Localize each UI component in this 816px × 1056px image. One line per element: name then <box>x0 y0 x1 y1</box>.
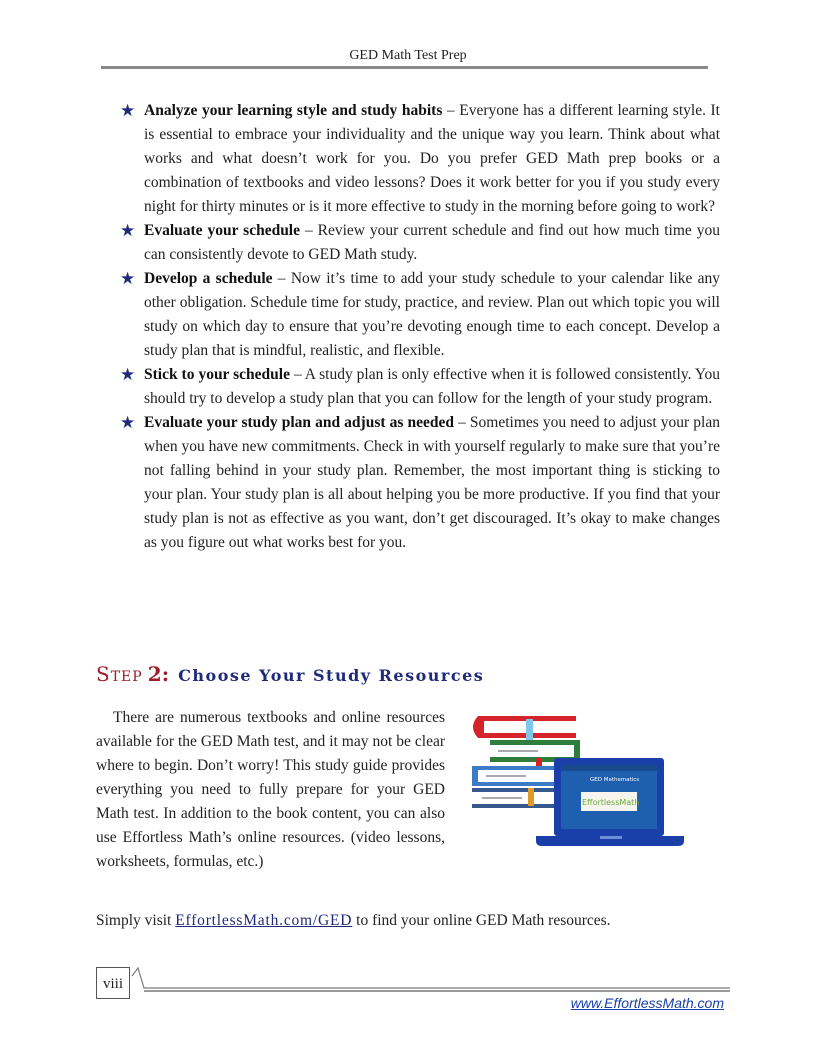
bullet-lead: Evaluate your schedule <box>144 222 300 239</box>
bullet-text: – Sometimes you need to adjust your plan when you have new commitments. Check in with yourself regularly to make sure that you’re not falling behind in your study plan. Remember, the most important thing is sticking to your plan. Your study plan is all about helping you be more productive. If you find that your study plan is not as effective as you want, don’t get discouraged. It’s okay to make changes as you figure out what works best for you. <box>144 414 720 551</box>
list-item <box>120 267 720 363</box>
visit-prefix: Simply visit <box>96 912 176 929</box>
star-icon: ★ <box>120 365 136 385</box>
step-number: 2: <box>147 662 170 686</box>
bullet-text: – Now it’s time to add your study schedule to your calendar like any other obligation. Schedule time for study, practice, and review. Plan out which topic you will study on which day to ensure that you’re devoting enough time to each concept. Develop a study plan that is mindful, realistic, and flexible. <box>144 270 721 359</box>
bullet-lead: Develop a schedule <box>144 270 273 287</box>
study-tips-list <box>120 99 720 555</box>
books-laptop-illustration <box>468 708 686 852</box>
step-word: Step <box>96 662 143 686</box>
star-icon: ★ <box>120 269 136 289</box>
intro-paragraph: There are numerous textbooks and online resources available for the GED Math test, and it may not be clear where to begin. Don’t worry! This study guide provides everything you need to fully prepare for your GED Math test. In addition to the book content, you can also use Effortless Math’s online resources. (video lessons, worksheets, formulas, etc.) <box>96 709 445 870</box>
star-icon: ★ <box>120 101 136 121</box>
footer-url-link[interactable]: www.EffortlessMath.com <box>570 995 724 1011</box>
list-item <box>120 411 720 555</box>
list-item <box>120 363 720 411</box>
visit-suffix: to find your online GED Math resources. <box>352 912 611 929</box>
star-icon: ★ <box>120 413 136 433</box>
screen-heading: GED Mathematics <box>590 777 640 783</box>
list-item <box>120 219 720 267</box>
list-item <box>120 99 720 219</box>
step-title: Choose Your Study Resources <box>178 666 485 685</box>
bullet-lead: Evaluate your study plan and adjust as needed <box>144 414 454 431</box>
header-rule <box>101 66 708 69</box>
page-header-title: GED Math Test Prep <box>349 48 467 63</box>
bullet-text: – A study plan is only effective when it is followed consistently. You should try to develop a study plan that you can follow for the length of your study program. <box>144 366 720 407</box>
bullet-text: – Review your current schedule and find out how much time you can consistently devote to GED Math study. <box>144 222 720 263</box>
bullet-lead: Analyze your learning style and study habits <box>144 102 443 119</box>
resources-link[interactable]: EffortlessMath.com/GED <box>175 912 353 929</box>
visit-paragraph <box>96 909 736 933</box>
section-heading <box>96 662 484 686</box>
bullet-text: – Everyone has a different learning style. It is essential to embrace your individuality and the unique way you learn. Think about what works and what doesn’t work for you. Do you prefer GED Math prep books or a combination of textbooks and video lessons? Does it work better for you if you study every night for thirty minutes or is it more effective to study in the morning before going to work? <box>144 102 720 215</box>
bullet-lead: Stick to your schedule <box>144 366 290 383</box>
star-icon: ★ <box>120 221 136 241</box>
screen-logo: EffortlessMath <box>582 798 640 807</box>
page-number: viii <box>96 967 130 999</box>
footer-rule <box>130 966 730 996</box>
